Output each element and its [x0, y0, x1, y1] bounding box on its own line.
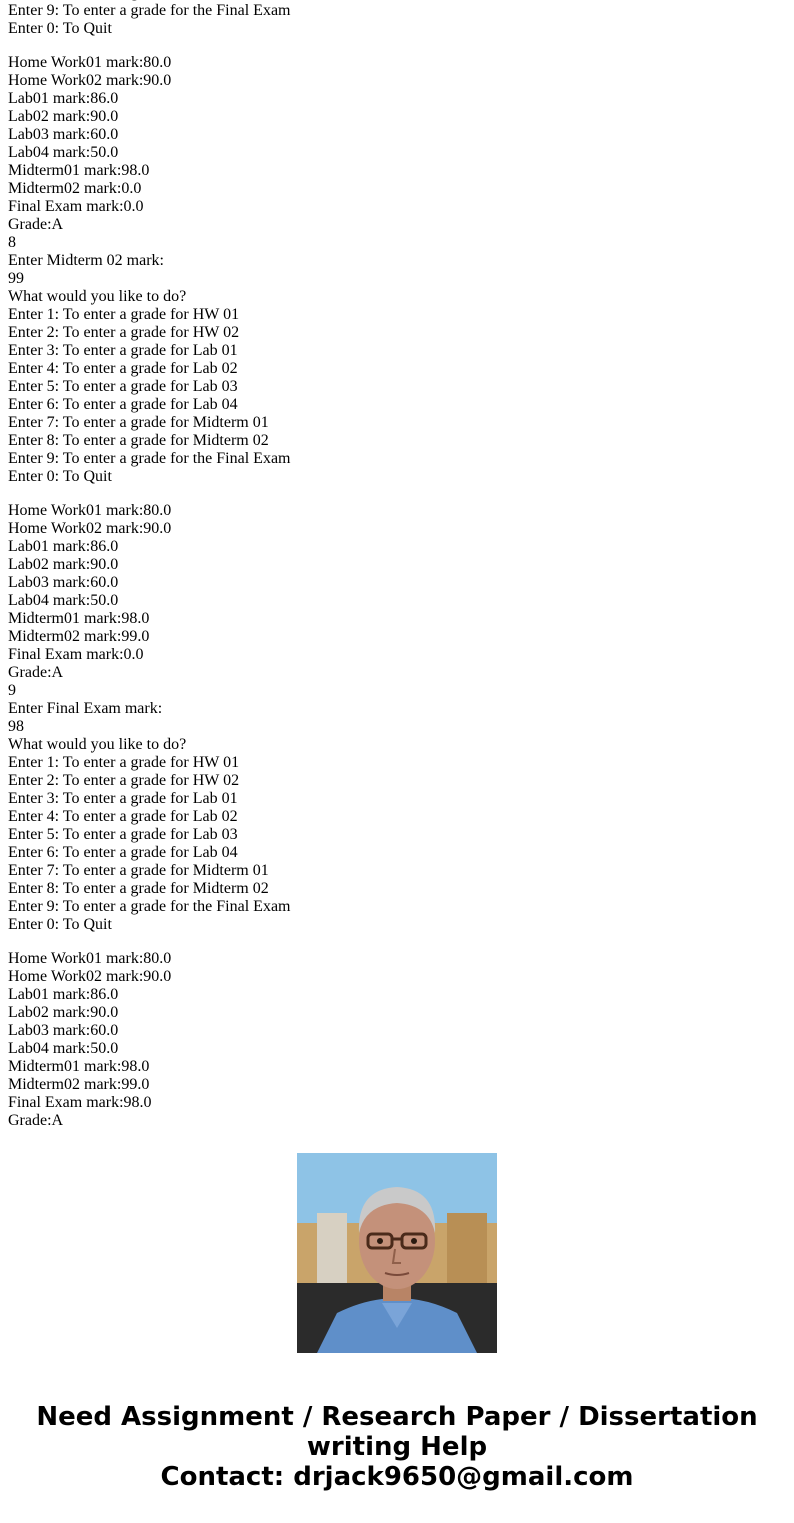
console-line: What would you like to do? — [8, 288, 187, 305]
promo-banner — [0, 1402, 794, 1492]
console-blank-line — [8, 38, 788, 54]
console-line: Enter 9: To enter a grade for the Final Exam — [8, 2, 291, 19]
console-line: Grade:A — [8, 664, 64, 681]
console-line: Midterm02 mark:0.0 — [8, 180, 142, 197]
console-line: Enter Midterm 02 mark: — [8, 252, 164, 269]
console-line: Home Work02 mark:90.0 — [8, 72, 172, 89]
console-line: Final Exam mark:0.0 — [8, 646, 144, 663]
console-line: Lab03 mark:60.0 — [8, 574, 119, 591]
console-line: Enter 3: To enter a grade for Lab 01 — [8, 790, 238, 807]
console-line: Home Work02 mark:90.0 — [8, 968, 172, 985]
promo-subheadline: writing Help — [306, 1432, 488, 1462]
console-line: Home Work02 mark:90.0 — [8, 520, 172, 537]
console-line: Enter 6: To enter a grade for Lab 04 — [8, 396, 238, 413]
console-blank-line — [8, 486, 788, 502]
console-line: Lab02 mark:90.0 — [8, 1004, 119, 1021]
console-line: Home Work01 mark:80.0 — [8, 950, 172, 967]
console-line: Enter 7: To enter a grade for Midterm 01 — [8, 414, 269, 431]
console-line: Grade:A — [8, 216, 64, 233]
console-line: Enter 5: To enter a grade for Lab 03 — [8, 378, 238, 395]
console-line: Enter 8: To enter a grade for Midterm 02 — [8, 432, 269, 449]
console-line: 8 — [8, 234, 16, 251]
console-line: Enter 7: To enter a grade for Midterm 01 — [8, 862, 269, 879]
console-line: Enter 1: To enter a grade for HW 01 — [8, 306, 240, 323]
avatar — [297, 1153, 497, 1353]
console-blank-line — [8, 934, 788, 950]
console-line: Enter 0: To Quit — [8, 20, 112, 37]
console-line: Grade:A — [8, 1112, 64, 1129]
contact-email-link[interactable]: drjack9650@gmail.com — [293, 1462, 634, 1492]
console-line: Lab02 mark:90.0 — [8, 108, 119, 125]
promo-headline: Need Assignment / Research Paper / Dissertation — [36, 1402, 758, 1432]
console-line: Enter 4: To enter a grade for Lab 02 — [8, 360, 238, 377]
console-line: Home Work01 mark:80.0 — [8, 54, 172, 71]
console-line: Lab04 mark:50.0 — [8, 592, 119, 609]
console-line: Lab01 mark:86.0 — [8, 986, 119, 1003]
console-line: Enter 5: To enter a grade for Lab 03 — [8, 826, 238, 843]
console-line: Midterm02 mark:99.0 — [8, 628, 150, 645]
console-line: Enter 2: To enter a grade for HW 02 — [8, 324, 240, 341]
contact-label: Contact: — [160, 1462, 294, 1492]
console-line: Midterm01 mark:98.0 — [8, 162, 150, 179]
console-line: Enter 8: To enter a grade for Midterm 02 — [8, 880, 269, 897]
avatar-portrait — [297, 1153, 497, 1353]
console-line: Lab02 mark:90.0 — [8, 556, 119, 573]
console-line: Lab01 mark:86.0 — [8, 90, 119, 107]
console-line: Enter 9: To enter a grade for the Final Exam — [8, 898, 291, 915]
console-line: Midterm01 mark:98.0 — [8, 1058, 150, 1075]
console-line: Midterm01 mark:98.0 — [8, 610, 150, 627]
console-line: Enter Final Exam mark: — [8, 700, 163, 717]
console-line: Enter 6: To enter a grade for Lab 04 — [8, 844, 238, 861]
console-line: Lab03 mark:60.0 — [8, 126, 119, 143]
console-line: Enter 1: To enter a grade for HW 01 — [8, 754, 240, 771]
console-line: Lab01 mark:86.0 — [8, 538, 119, 555]
console-line: Enter 0: To Quit — [8, 468, 112, 485]
console-line: Enter 9: To enter a grade for the Final Exam — [8, 450, 291, 467]
console-line: Lab04 mark:50.0 — [8, 144, 119, 161]
console-lines — [8, 0, 788, 1130]
console-line: Enter 4: To enter a grade for Lab 02 — [8, 808, 238, 825]
console-line: Enter 3: To enter a grade for Lab 01 — [8, 342, 238, 359]
console-line: 99 — [8, 270, 24, 287]
console-line: What would you like to do? — [8, 736, 187, 753]
console-line: Home Work01 mark:80.0 — [8, 502, 172, 519]
promo-contact — [0, 1462, 794, 1492]
console-line: Enter 0: To Quit — [8, 916, 112, 933]
console-line: Lab04 mark:50.0 — [8, 1040, 119, 1057]
console-line: Midterm02 mark:99.0 — [8, 1076, 150, 1093]
console-line: Enter 2: To enter a grade for HW 02 — [8, 772, 240, 789]
console-line: Final Exam mark:98.0 — [8, 1094, 152, 1111]
console-line: Final Exam mark:0.0 — [8, 198, 144, 215]
console-line: Lab03 mark:60.0 — [8, 1022, 119, 1039]
console-line: 9 — [8, 682, 16, 699]
console-line: 98 — [8, 718, 24, 735]
